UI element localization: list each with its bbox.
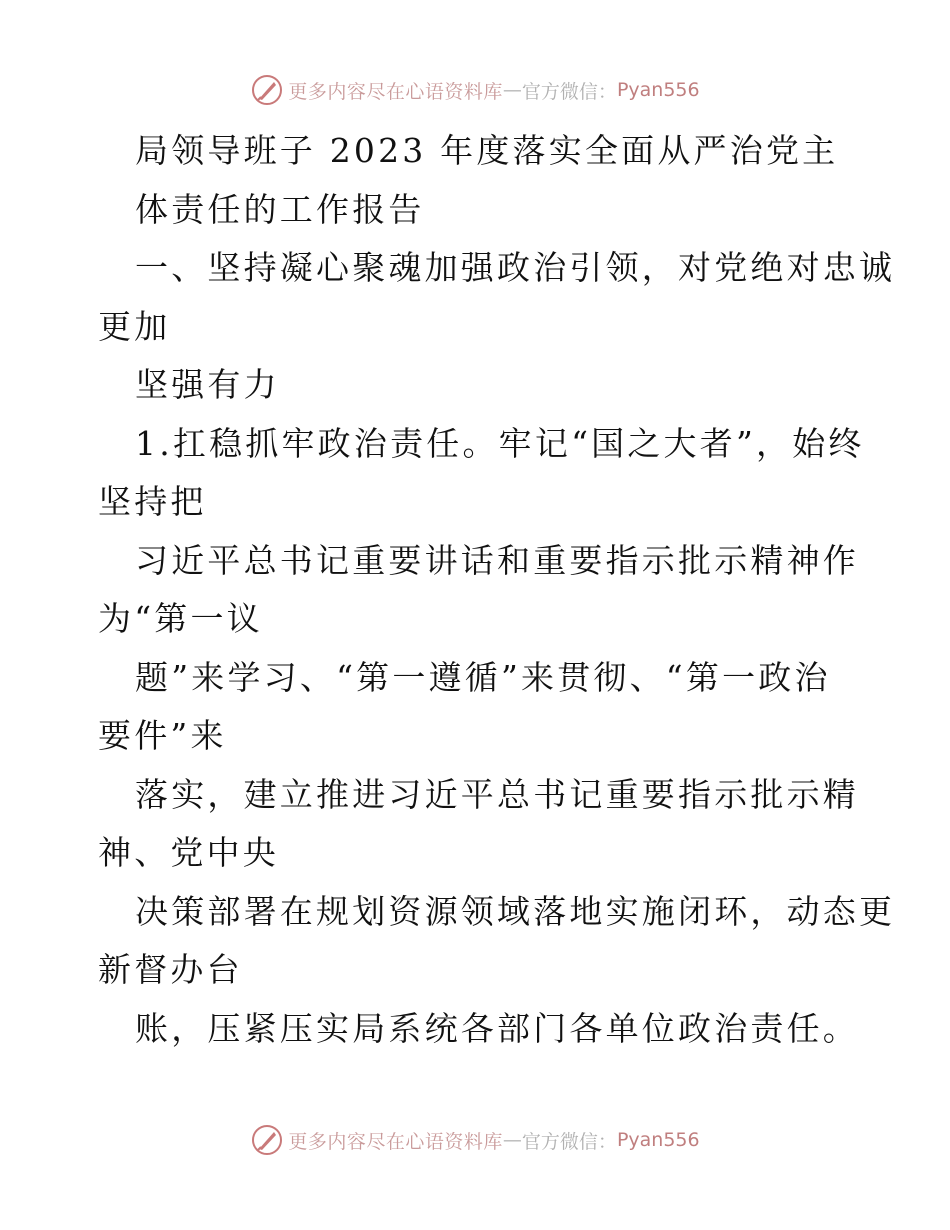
header-watermark — [0, 70, 950, 110]
text-line: 更加 — [98, 306, 171, 346]
text-line: 为“第一议 — [98, 599, 263, 638]
watermark-dash: — — [502, 1129, 522, 1151]
text-line: 神、党中央 — [98, 833, 279, 872]
text-line: 一、坚持凝心聚魂加强政治引领，对党绝对忠诚 — [135, 248, 896, 287]
text-line: 新督办台 — [98, 950, 243, 989]
text-line: 坚强有力 — [135, 365, 280, 404]
watermark-label: 官方微信： — [521, 80, 617, 103]
watermark-site-text: 更多内容尽在心语资料库 — [288, 80, 503, 103]
quill-logo-icon — [250, 1123, 284, 1157]
text-line: 1.扛稳抓牢政治责任。牢记“国之大者”，始终 — [135, 423, 865, 463]
document-body — [98, 122, 896, 1058]
text-line: 落实，建立推进习近平总书记重要指示批示精 — [135, 774, 859, 814]
quill-logo-icon — [250, 73, 284, 107]
watermark-label: 官方微信： — [521, 1130, 617, 1153]
text-line: 题”来学习、“第一遵循”来贯彻、“第一政治 — [135, 657, 831, 697]
footer-watermark — [0, 1120, 950, 1160]
text-line: 体责任的工作报告 — [135, 189, 425, 229]
text-line: 坚持把 — [98, 482, 207, 521]
watermark-dash: — — [502, 79, 522, 101]
text-line: 决策部署在规划资源领域落地实施闭环，动态更 — [135, 891, 896, 931]
watermark-wechat-id: Pyan556 — [616, 79, 700, 101]
watermark-site-text: 更多内容尽在心语资料库 — [288, 1130, 503, 1153]
text-line: 账，压紧压实局系统各部门各单位政治责任。 — [135, 1008, 859, 1048]
text-line: 习近平总书记重要讲话和重要指示批示精神作 — [135, 540, 859, 580]
watermark-wechat-id: Pyan556 — [616, 1129, 700, 1151]
text-line: 局领导班子 2023 年度落实全面从严治党主 — [135, 131, 839, 170]
text-line: 要件”来 — [98, 716, 227, 755]
